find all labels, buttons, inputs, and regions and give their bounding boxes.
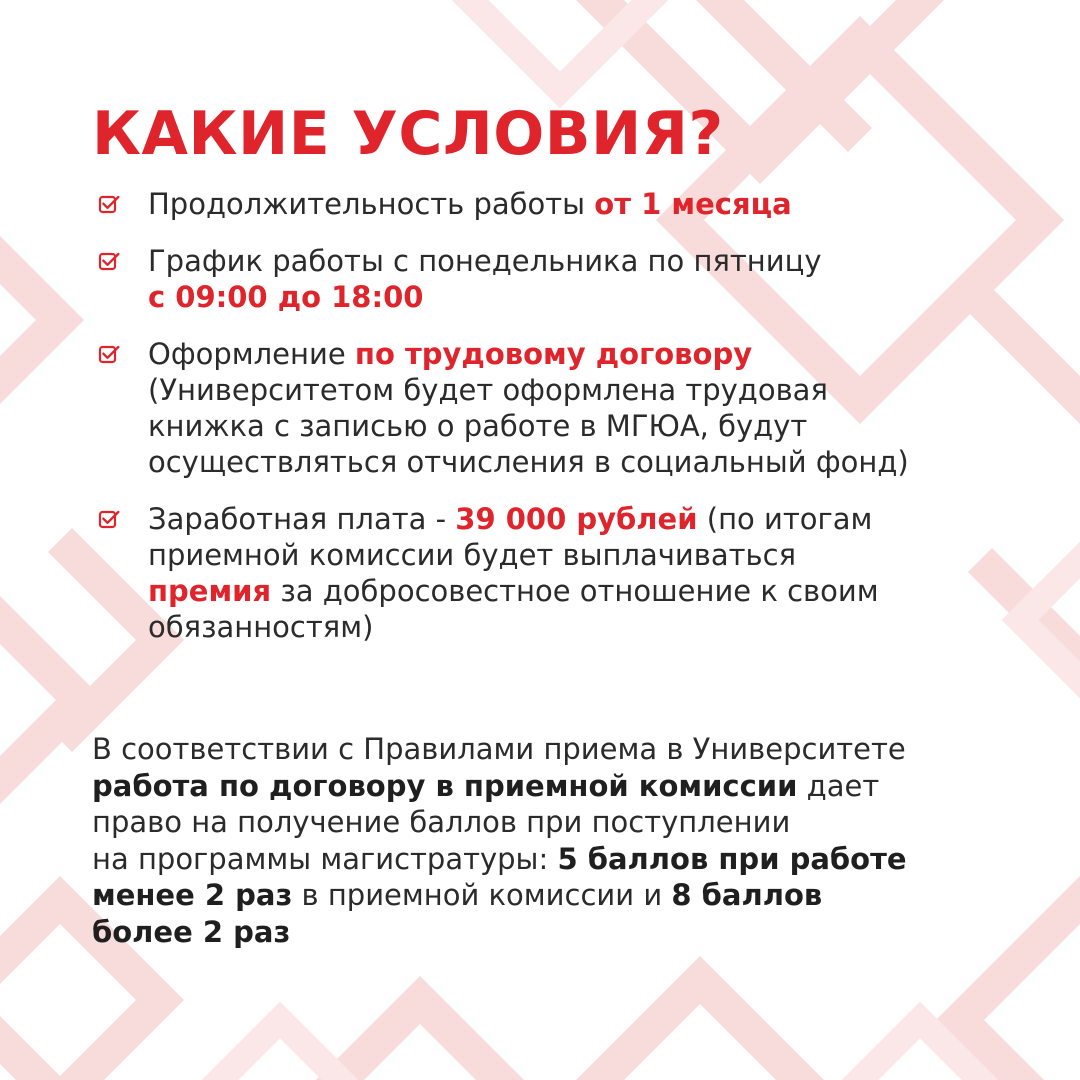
note-text: В соответствии с Правилами приема в Университете — [92, 732, 906, 766]
condition-text: (Университетом будет оформлена трудовая — [148, 373, 828, 407]
condition-contract — [92, 336, 1052, 480]
condition-text: Продолжительность работы — [148, 187, 595, 221]
condition-schedule — [92, 243, 1052, 315]
condition-duration — [92, 186, 1052, 222]
condition-text: (по итогам — [697, 502, 873, 536]
condition-highlight: с 09:00 до 18:00 — [148, 280, 424, 314]
checkbox-icon — [92, 336, 148, 372]
note-bold: более 2 раз — [92, 914, 291, 949]
condition-highlight: от 1 месяца — [594, 187, 792, 221]
note-text: в приемной комиссии и — [292, 878, 672, 912]
note-bold: 5 баллов при работе — [557, 841, 907, 876]
condition-text: осуществляться отчисления в социальный фонд) — [148, 445, 909, 479]
condition-text: Оформление — [148, 337, 355, 371]
condition-text: обязанностям) — [148, 610, 374, 644]
note-bold: работа по договору в приемной комиссии — [92, 768, 798, 803]
condition-salary — [92, 501, 1052, 645]
conditions-list — [92, 186, 1052, 666]
checkbox-icon — [92, 243, 148, 279]
condition-text: книжка с записью о работе в МГЮА, будут — [148, 409, 808, 443]
note-bold: 8 баллов — [671, 878, 823, 912]
condition-highlight: по трудовому договору — [354, 337, 753, 371]
note-text: на программы магистратуры: — [92, 841, 558, 876]
page-title: КАКИЕ УСЛОВИЯ? — [92, 99, 724, 169]
condition-text: График работы с понедельника по пятницу — [148, 244, 822, 278]
condition-highlight: премия — [148, 574, 272, 608]
condition-text: Заработная плата - — [148, 502, 456, 536]
checkbox-icon — [92, 501, 148, 537]
note-text: дает — [797, 768, 880, 803]
note-bold: менее 2 раз — [92, 878, 293, 912]
condition-text: приемной комиссии будет выплачиваться — [148, 538, 797, 572]
checkbox-icon — [92, 186, 148, 222]
condition-highlight: 39 000 рублей — [455, 502, 698, 536]
note-text: право на получение баллов при поступлении — [92, 805, 791, 839]
admission-note — [92, 731, 1052, 950]
condition-text: за добросовестное отношение к своим — [271, 574, 879, 608]
